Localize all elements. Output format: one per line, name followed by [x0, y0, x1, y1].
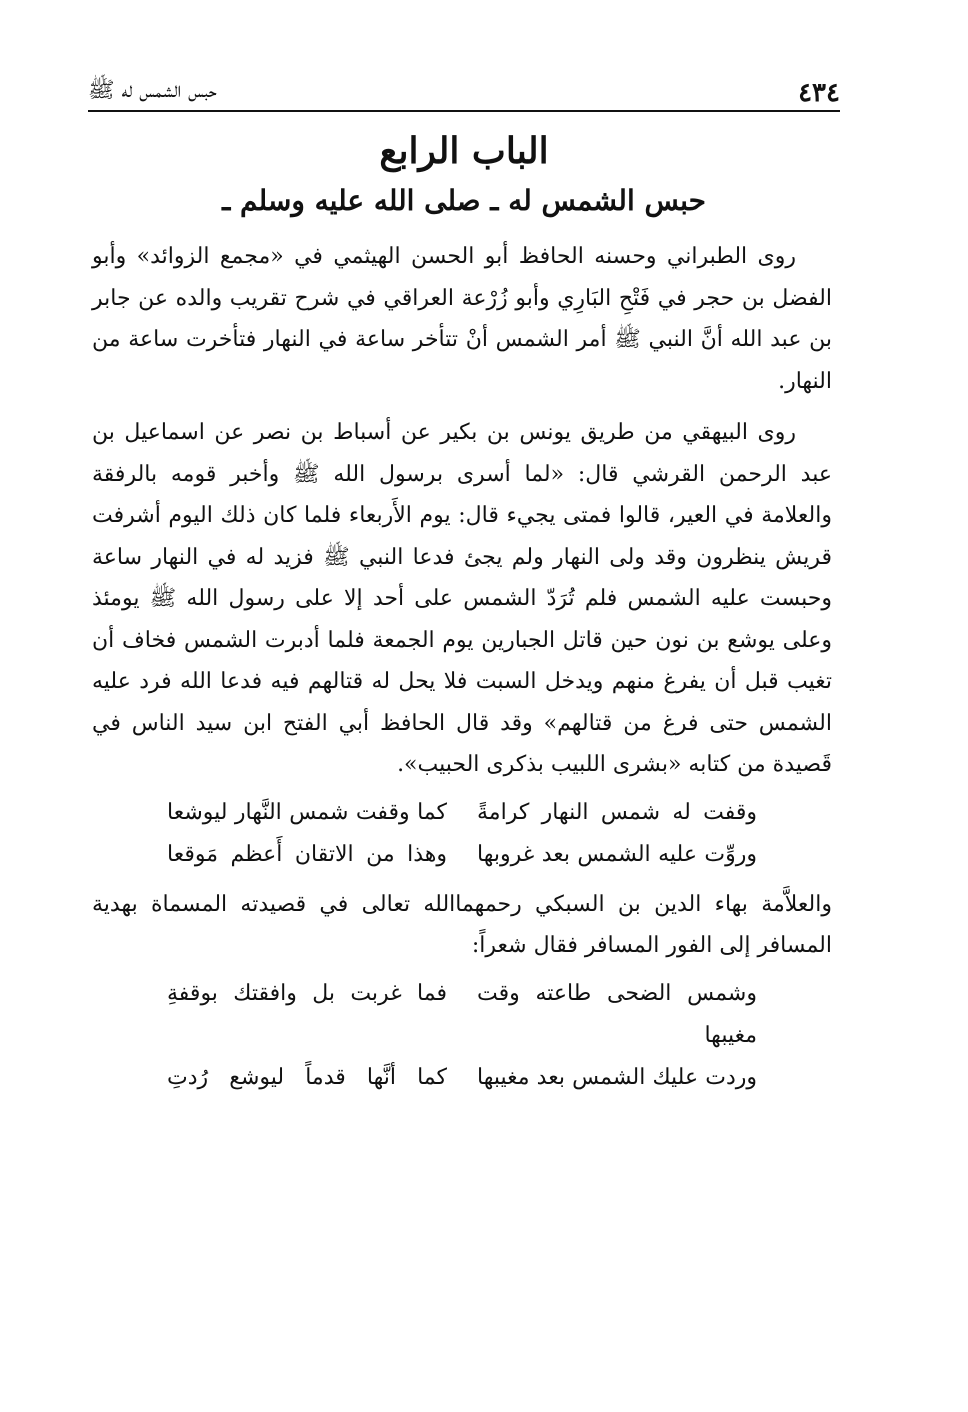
verse-first-half: وروِّت عليه الشمس بعد غروبها — [477, 841, 757, 867]
verse-line — [92, 834, 832, 876]
chapter-title: الباب الرابع — [379, 130, 549, 172]
verse-first-half: وشمس الضحى طاعته وقت مغيبها — [477, 980, 757, 1048]
paragraph-2: روى البيهقي من طريق يونس بن بكير عن أسباط بن نصر عن اسماعيل بن عبد الرحمن القرشي قال: «لما أسرى برسول الله ﷺ وأخبر قومه بالرفقة والعلامة في العير، قالوا فمتى يجيء قال: يوم الأَربعاء فلما كان ذلك اليوم أشرفت قريش ينظرون وقد ولى النهار ولم يجئ فدعا النبي ﷺ فزيد له في النهار ساعة وحبست عليه الشمس فلم تُرَدّ الشمس على أحد إلا على رسول الله ﷺ يومئذ وعلى يوشع بن نون حين قاتل الجبارين يوم الجمعة فلما أدبرت الشمس فخاف أن تغيب قبل أن يفرغ منهم ويدخل السبت فلا يحل له قتالهم فيه فدعا الله فرد عليه الشمس حتى فرغ من قتالهم» وقد قال الحافظ أبي الفتح ابن سيد الناس في قَصيدة من كتابه «بشرى اللبيب بذكرى الحبيب». — [92, 420, 832, 777]
verse-second-half: كما وقفت شمس النَّهار ليوشعا — [167, 799, 447, 825]
body-text — [92, 236, 832, 1107]
section-title: حبس الشمس له ـ صلى الله عليه وسلم ـ — [222, 184, 706, 217]
poem-1 — [92, 792, 832, 876]
paragraph-3: والعلاَّمة بهاء الدين بن السبكي رحمهماالله تعالى في قصيدته المسماة بهدية المسافر إلى الفور المسافر فقال شعراً: — [92, 891, 832, 958]
verse-second-half: كما أنَّها قدماً ليوشع رُدتِ — [167, 1064, 447, 1090]
verse-second-half: وهذا من الاتقان أَعظم مَوقعا — [167, 841, 447, 867]
verse-line — [92, 1057, 832, 1099]
verse-line — [92, 973, 832, 1057]
verse-second-half: فما غربت بل وافقتك بوقفةِ — [167, 980, 447, 1006]
header-rule — [88, 110, 840, 112]
verse-first-half: وردت عليك الشمس بعد مغيبها — [477, 1064, 757, 1090]
verse-first-half: وقفت له شمس النهار كرامةً — [477, 799, 757, 825]
poem-2 — [92, 973, 832, 1099]
verse-line — [92, 792, 832, 834]
running-header — [88, 72, 840, 108]
paragraph-1: روى الطبراني وحسنه الحافظ أبو الحسن الهيثمي في «مجمع الزوائد» وأبو الفضل بن حجر في فَتْحِ البَارِي وأبو زُرْعة العراقي في شرح تقريب والده عن جابر بن عبد الله أنَّ النبي ﷺ أمر الشمس أنْ تتأخر ساعة في النهار فتأخرت ساعة من النهار. — [92, 244, 832, 394]
page-number: ٤٣٤ — [798, 78, 840, 108]
running-title: حبس الشمس له ﷺ — [88, 78, 217, 103]
